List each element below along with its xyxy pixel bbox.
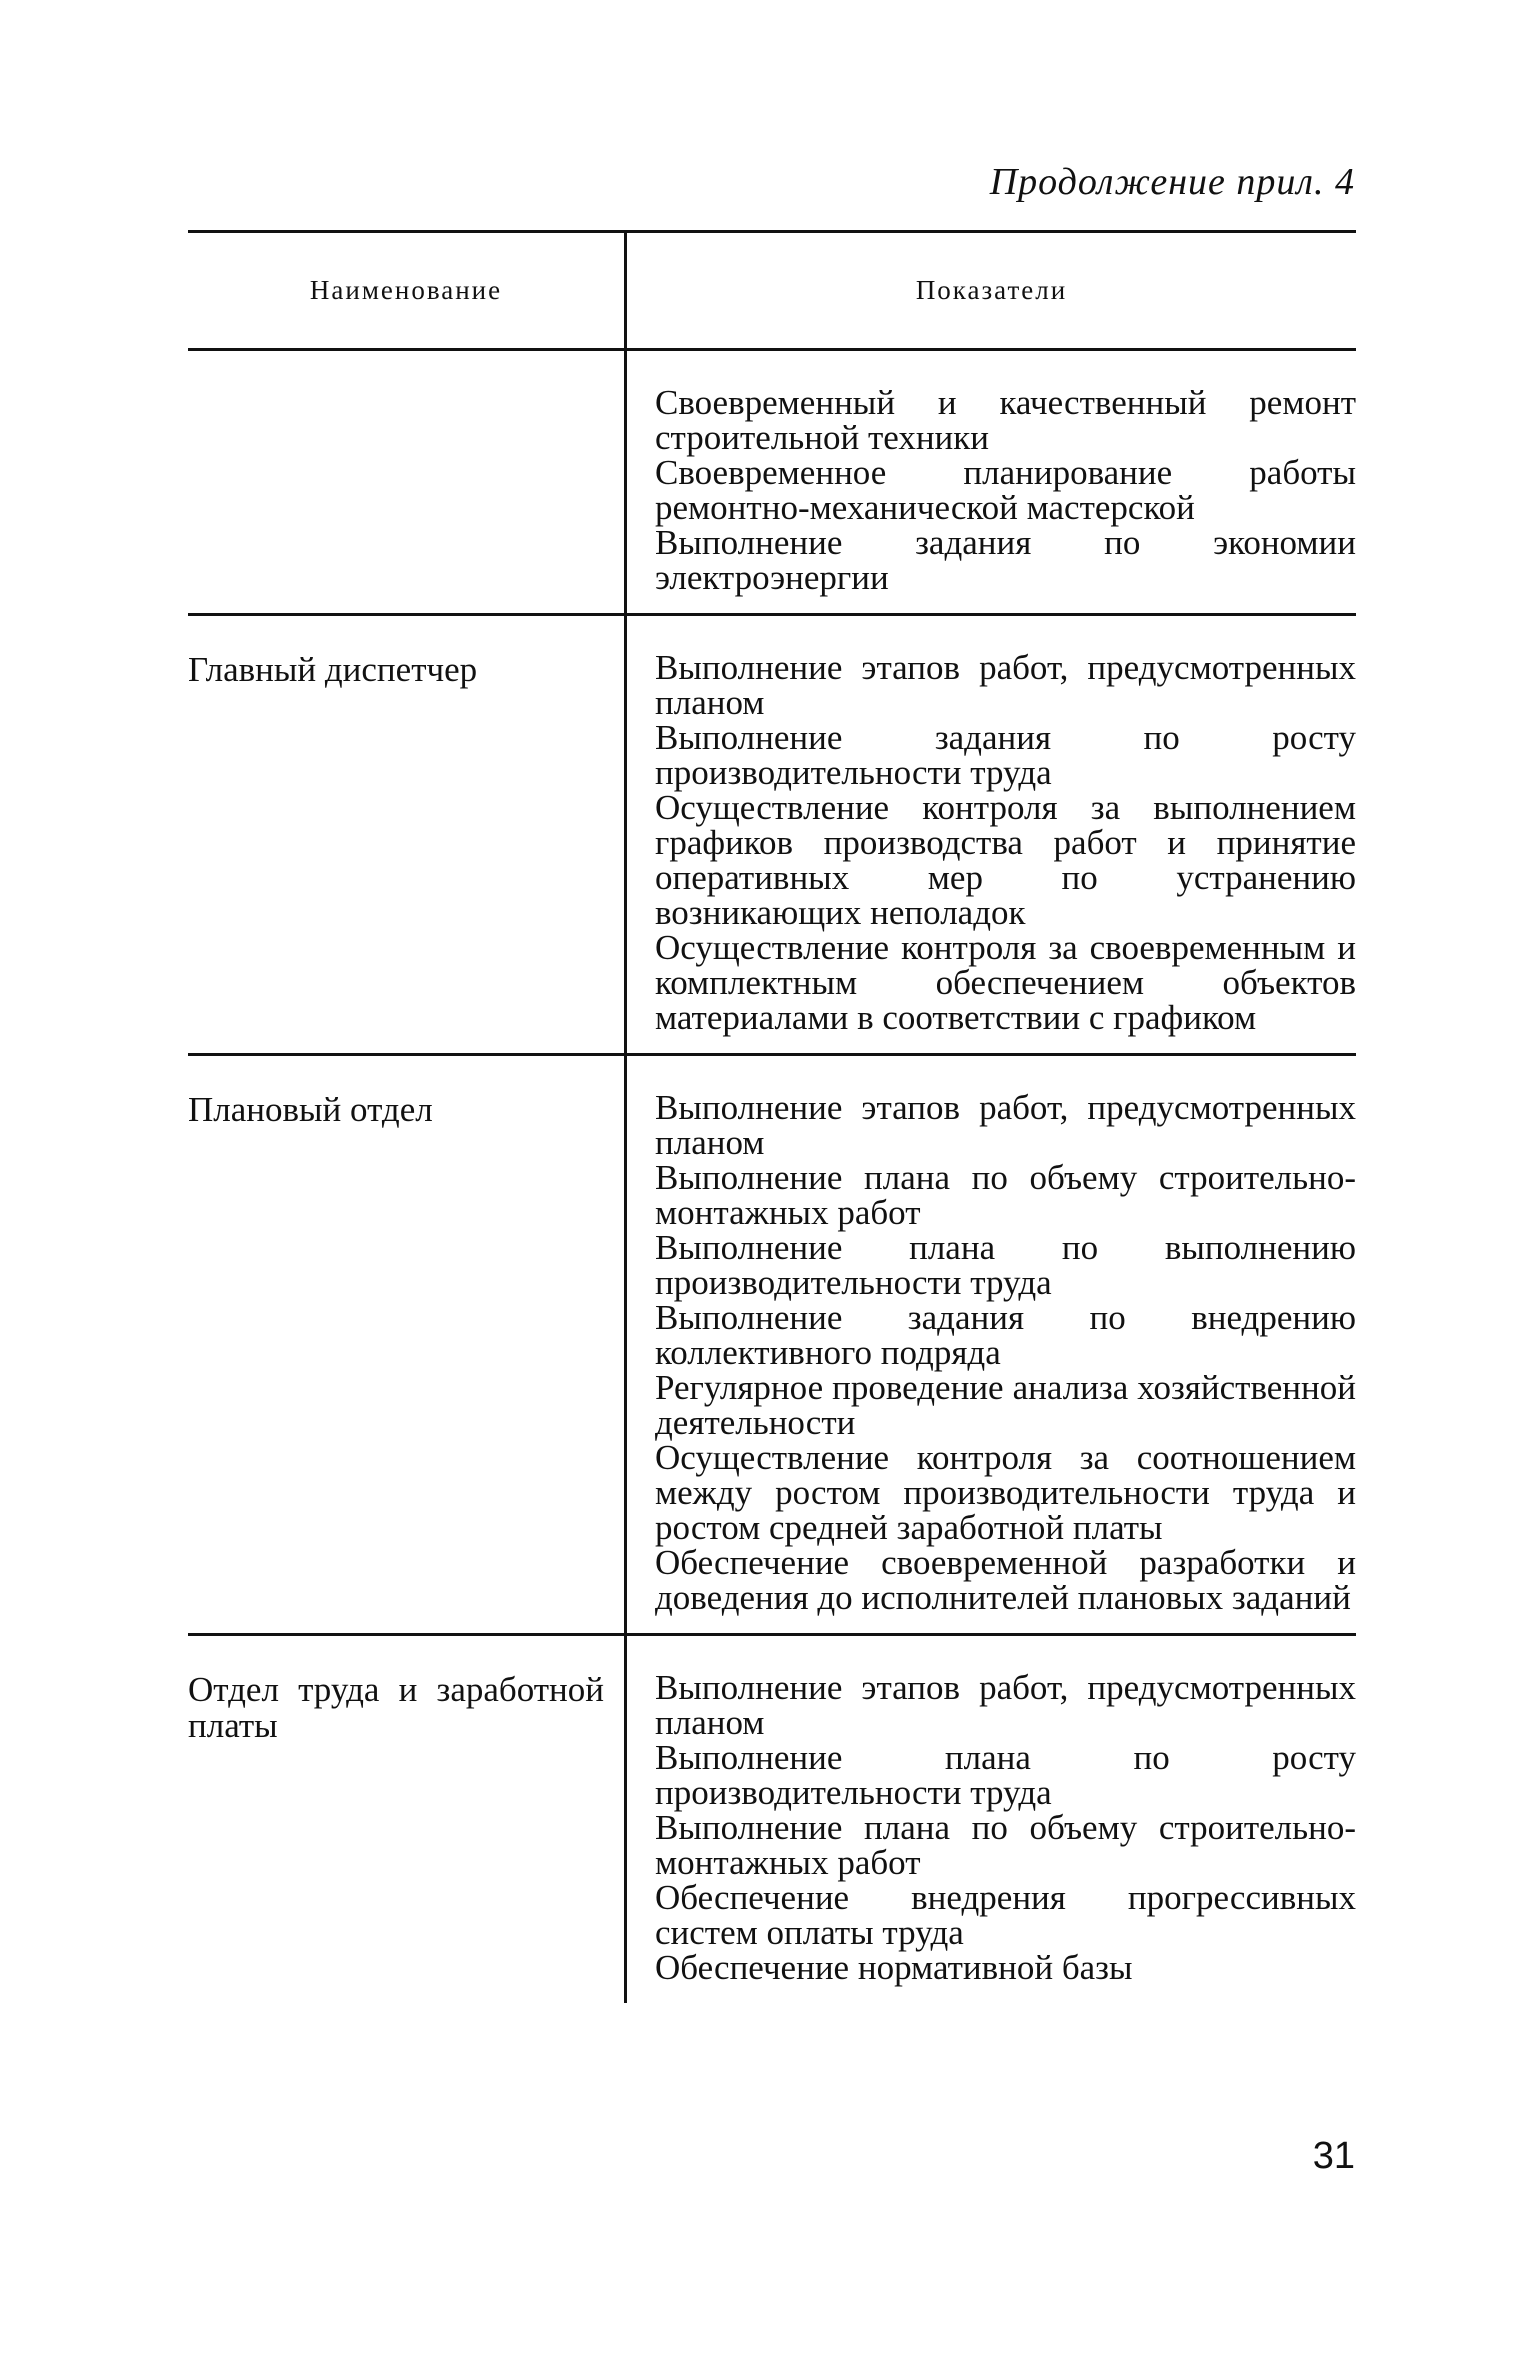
column-header-indicators: Показатели <box>624 233 1356 348</box>
indicator-item: Обеспечение своевременной разработки и доведения до исполнителей плановых заданий <box>655 1543 1356 1617</box>
indicator-item: Выполнение задания по внедрению коллективного подряда <box>655 1298 1356 1372</box>
indicator-item: Своевременное планирование работы ремонтно-механической мастерской <box>655 453 1356 527</box>
row-indicators <box>624 616 1356 1053</box>
indicator-item: Выполнение этапов работ, предусмотренных планом <box>655 1088 1356 1162</box>
indicator-item: Выполнение задания по экономии электроэнергии <box>655 523 1356 597</box>
indicator-item: Осуществление контроля за своевременным и комплектным обеспечением объектов материалами в соответствии с графиком <box>655 928 1356 1037</box>
row-name <box>188 351 624 613</box>
row-name: Главный диспетчер <box>188 650 478 689</box>
row-indicators <box>624 1056 1356 1633</box>
row-indicators <box>624 1636 1356 2003</box>
table-row <box>188 616 1356 1053</box>
indicator-item: Выполнение плана по выполнению производительности труда <box>655 1228 1356 1302</box>
row-name: Отдел труда и заработной платы <box>188 1670 604 1745</box>
row-name: Плановый отдел <box>188 1090 433 1129</box>
indicators-table <box>188 230 1356 2003</box>
page-number: 31 <box>1312 2135 1355 2177</box>
column-header-name: Наименование <box>309 275 503 305</box>
indicator-item: Осуществление контроля за выполнением графиков производства работ и принятие оперативных мер по устранению возникающих неполадок <box>655 788 1356 932</box>
indicator-item: Обеспечение внедрения прогрессивных систем оплаты труда <box>655 1878 1356 1952</box>
row-indicators <box>624 351 1356 613</box>
indicator-item: Выполнение плана по объему строительно-монтажных работ <box>655 1808 1356 1882</box>
continuation-caption: Продолжение прил. 4 <box>989 161 1355 203</box>
indicator-item: Выполнение плана по объему строительно-монтажных работ <box>655 1158 1356 1232</box>
table-row <box>188 1636 1356 2003</box>
indicator-item: Своевременный и качественный ремонт строительной техники <box>655 383 1356 457</box>
indicator-item: Регулярное проведение анализа хозяйственной деятельности <box>655 1368 1356 1442</box>
indicator-item: Выполнение плана по росту производительности труда <box>655 1738 1356 1812</box>
indicator-item: Осуществление контроля за соотношением между ростом производительности труда и ростом средней заработной платы <box>655 1438 1356 1547</box>
indicator-item: Обеспечение нормативной базы <box>655 1948 1133 1987</box>
indicator-item: Выполнение задания по росту производительности труда <box>655 718 1356 792</box>
indicator-item: Выполнение этапов работ, предусмотренных планом <box>655 1668 1356 1742</box>
table-header <box>188 233 1356 348</box>
indicator-item: Выполнение этапов работ, предусмотренных планом <box>655 648 1356 722</box>
table-row <box>188 351 1356 613</box>
table-row <box>188 1056 1356 1633</box>
